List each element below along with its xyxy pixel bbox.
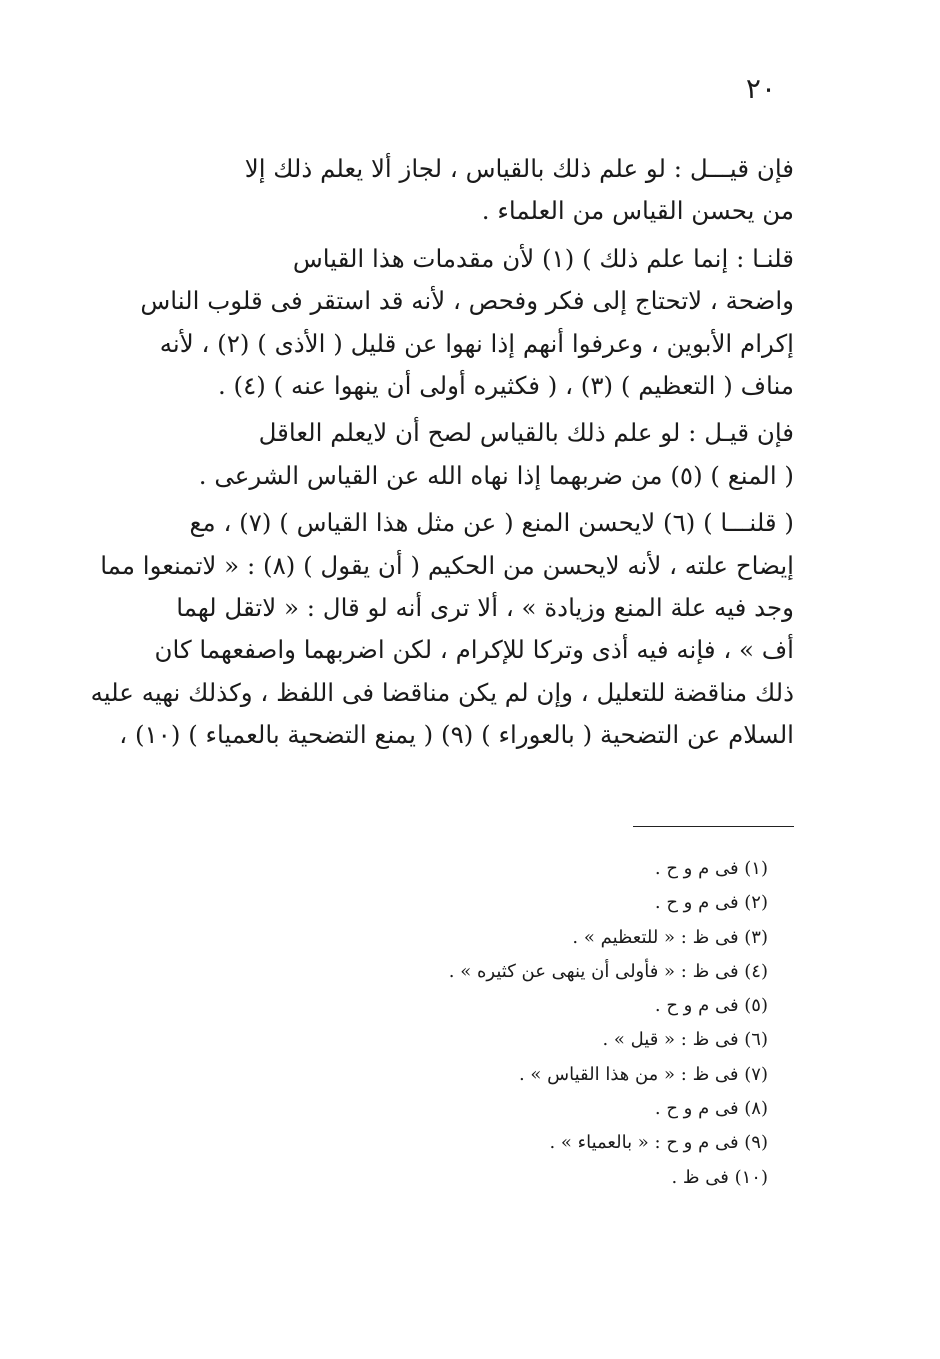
text-line: ( قلنـــا ) (٦) لايحسن المنع ( عن مثل هذا القياس ) (٧) ، مع xyxy=(189,508,794,538)
text-line: ( المنع ) (٥) من ضربهما إذا نهاه الله عن القياس الشرعى . xyxy=(198,460,794,490)
footnote: (١٠) فى ظ . xyxy=(671,1166,768,1188)
page-number: ٢٠ xyxy=(745,72,776,105)
paragraph-4 xyxy=(90,502,794,756)
footnote: (٤) فى ظ : « فأولى أن ينهى عن كثيره » . xyxy=(448,960,768,982)
footnote: (٣) فى ظ : « للتعظيم » . xyxy=(572,926,768,948)
body-text xyxy=(90,148,794,762)
paragraph-1 xyxy=(146,148,794,233)
footnote: (٨) فى م و ح . xyxy=(654,1098,768,1120)
text-line: إيضاح علته ، لأنه لايحسن من الحكيم ( أن يقول ) (٨) : « لاتمنعوا مما xyxy=(100,550,794,580)
footnote: (٢) فى م و ح . xyxy=(654,892,768,914)
text-line: فإن قيـل : لو علم ذلك بالقياس لصح أن لايعلم العاقل xyxy=(258,418,794,448)
text-line: واضحة ، لاتحتاج إلى فكر وفحص ، لأنه قد استقر فى قلوب الناس xyxy=(140,286,794,316)
text-line: قلنـا : إنما علم ذلك ) (١) لأن مقدمات هذا القياس xyxy=(292,243,794,273)
footnote-separator xyxy=(633,826,794,827)
text-line: السلام عن التضحية ( بالعوراء ) (٩) ( يمنع التضحية بالعمياء ) (١٠) ، xyxy=(119,720,794,750)
paragraph-3 xyxy=(146,412,794,497)
footnote: (١) فى م و ح . xyxy=(654,858,768,879)
text-line: أف » ، فإنه فيه أذى وتركا للإكرام ، لكن اضربهما واصفعهما كان xyxy=(154,635,794,665)
footnote: (٩) فى م و ح : « بالعمياء » . xyxy=(549,1132,768,1154)
text-line: من يحسن القياس من العلماء . xyxy=(481,196,794,226)
footnote: (٥) فى م و ح . xyxy=(654,995,768,1017)
text-line: ذلك مناقضة للتعليل ، وإن لم يكن مناقضا فى اللفظ ، وكذلك نهيه عليه xyxy=(90,677,794,707)
footnote: (٧) فى ظ : « من هذا القياس » . xyxy=(518,1063,768,1085)
footnote: (٦) فى ظ : « قيل » . xyxy=(602,1029,768,1051)
text-line: وجد فيه علة المنع وزيادة » ، ألا ترى أنه لو قال : « لاتقل لهما xyxy=(176,593,794,623)
text-line: مناف ( التعظيم ) (٣) ، ( فكثيره أولى أن ينهوا عنه ) (٤) . xyxy=(217,371,794,401)
text-line: فإن قيـــل : لو علم ذلك بالقياس ، لجاز ألا يعلم ذلك إلا xyxy=(244,154,794,183)
paragraph-2 xyxy=(140,238,794,408)
text-line: إكرام الأبوين ، وعرفوا أنهم إذا نهوا عن قليل ( الأذى ) (٢) ، لأنه xyxy=(159,328,794,358)
footnotes-list xyxy=(300,852,768,1195)
